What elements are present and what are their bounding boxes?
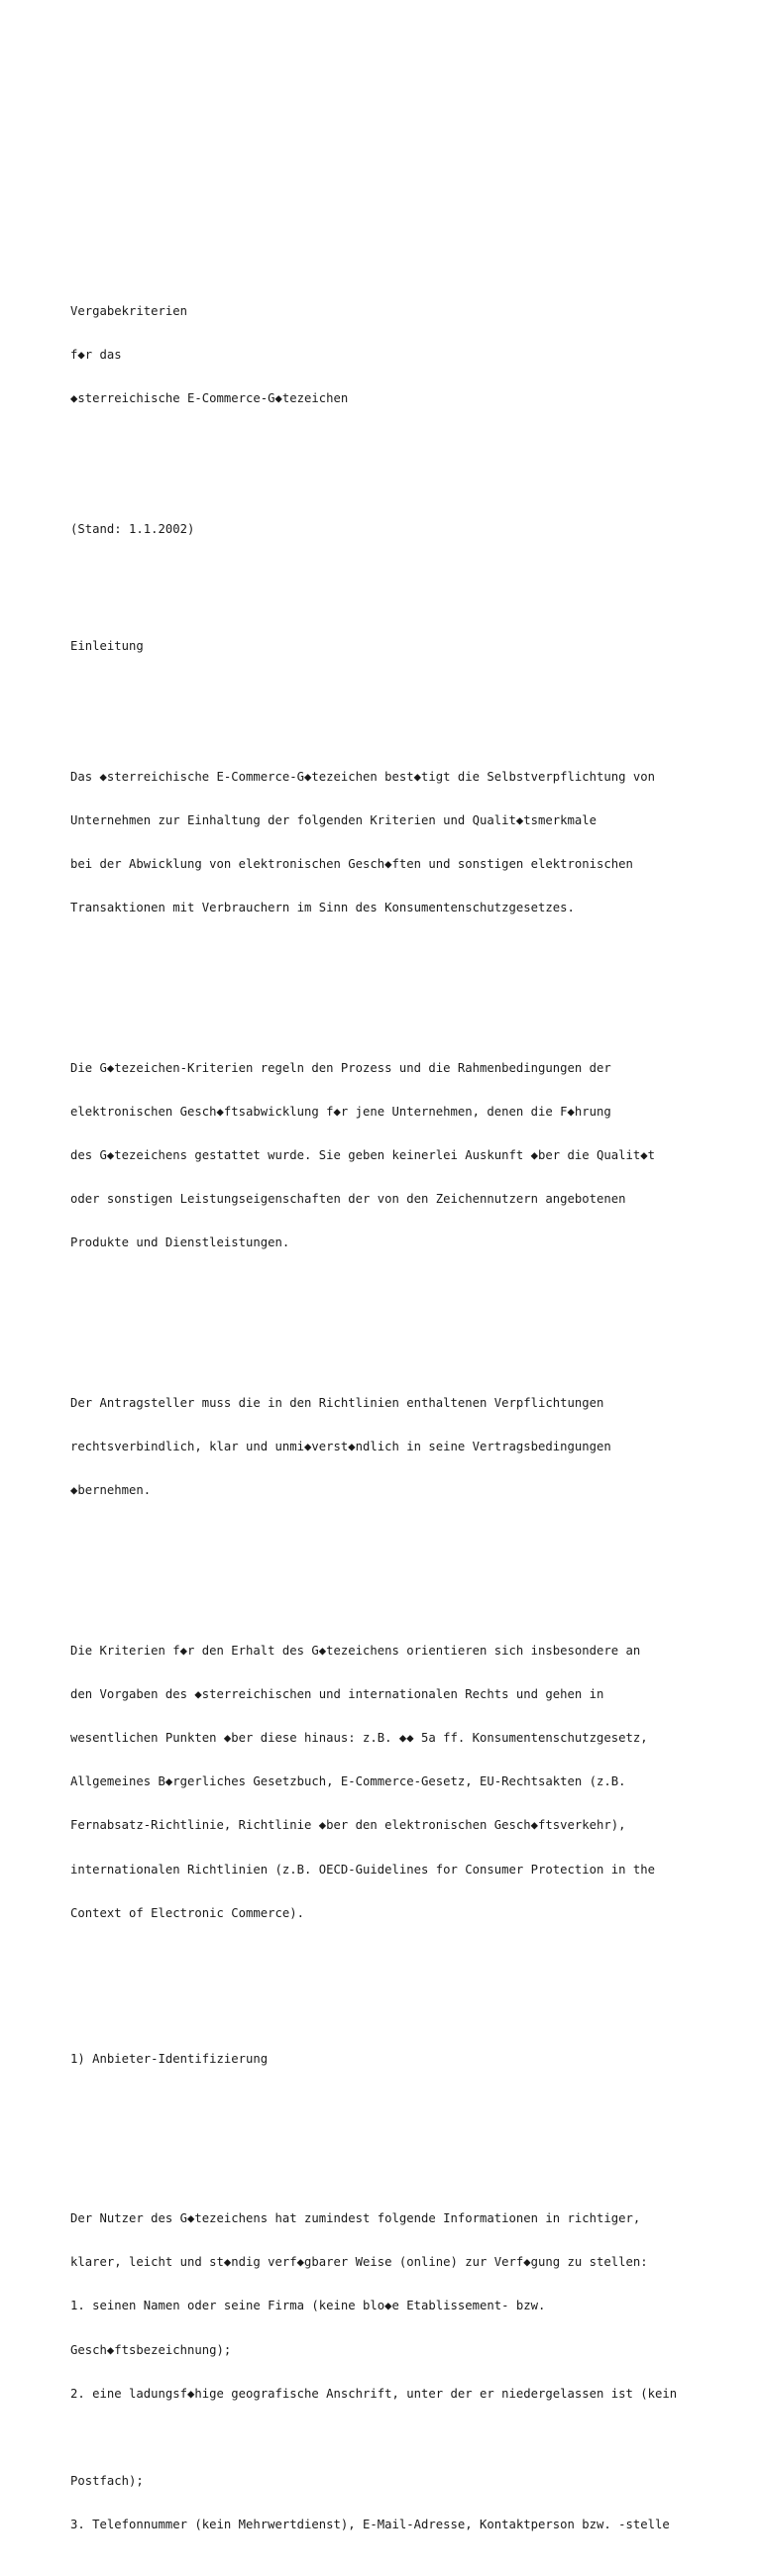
paragraph-line: Die G◆tezeichen-Kriterien regeln den Prozess und die Rahmenbedingungen der — [70, 1061, 611, 1076]
spacer — [70, 2430, 744, 2445]
section-heading: 1) Anbieter-Identifizierung — [70, 2051, 269, 2066]
spacer — [70, 566, 744, 609]
paragraph-line: Die Kriterien f◆r den Erhalt des G◆tezeichens orientieren sich insbesondere an — [70, 1644, 641, 1659]
section-line: 2. eine ladungsf◆hige geografische Anschrift, unter der er niedergelassen ist (kein — [70, 2386, 678, 2401]
paragraph-line: wesentlichen Punkten ◆ber diese hinaus: z.B. ◆◆ 5a ff. Konsumentenschutzgesetz, — [70, 1731, 648, 1746]
section-line: 3. Telefonnummer (kein Mehrwertdienst), E-Mail-Adresse, Kontaktperson bzw. -stelle — [70, 2517, 670, 2531]
section-line: 1. seinen Namen oder seine Firma (keine blo◆e Etablissement- bzw. — [70, 2299, 546, 2313]
paragraph — [70, 1032, 744, 1280]
spacer — [70, 683, 744, 698]
paragraph — [70, 1367, 744, 1528]
section-line: klarer, leicht und st◆ndig verf◆gbarer Weise (online) zur Verf◆gung zu stellen: — [70, 2255, 648, 2270]
title-line: Vergabekriterien — [70, 303, 188, 318]
document-title — [70, 274, 744, 435]
spacer — [70, 1309, 744, 1324]
stand-date: (Stand: 1.1.2002) — [70, 522, 195, 537]
section-line: Gesch◆ftsbezeichnung); — [70, 2342, 232, 2357]
paragraph-line: des G◆tezeichens gestattet wurde. Sie geben keinerlei Auskunft ◆ber die Qualit◆t — [70, 1148, 656, 1163]
paragraph-line: elektronischen Gesch◆ftsabwicklung f◆r jene Unternehmen, denen die F◆hrung — [70, 1105, 611, 1120]
paragraph-line: Allgemeines B◆rgerliches Gesetzbuch, E-Commerce-Gesetz, EU-Rechtsakten (z.B. — [70, 1774, 626, 1789]
paragraph-line: Context of Electronic Commerce). — [70, 1905, 305, 1920]
spacer — [70, 2095, 744, 2139]
section-line: Der Nutzer des G◆tezeichens hat zumindest folgende Informationen in richtiger, — [70, 2211, 641, 2226]
paragraph — [70, 741, 744, 945]
paragraph-line: ◆bernehmen. — [70, 1483, 152, 1498]
intro-heading: Einleitung — [70, 638, 144, 653]
paragraph — [70, 1615, 744, 1950]
spacer — [70, 1979, 744, 2007]
paragraph-line: den Vorgaben des ◆sterreichischen und internationalen Rechts und gehen in — [70, 1687, 604, 1702]
section-line: Postfach); — [70, 2473, 144, 2488]
paragraph-line: Unternehmen zur Einhaltung der folgenden Kriterien und Qualit◆tsmerkmale — [70, 813, 598, 828]
spacer — [70, 974, 744, 989]
paragraph-line: Der Antragsteller muss die in den Richtlinien enthaltenen Verpflichtungen — [70, 1396, 604, 1411]
spacer — [70, 465, 744, 493]
paragraph-line: Fernabsatz-Richtlinie, Richtlinie ◆ber den elektronischen Gesch◆ftsverkehr), — [70, 1818, 626, 1833]
section-body — [70, 2183, 744, 2561]
paragraph-line: internationalen Richtlinien (z.B. OECD-Guidelines for Consumer Protection in the — [70, 1862, 656, 1877]
spacer — [70, 1556, 744, 1571]
paragraph-line: rechtsverbindlich, klar und unmi◆verst◆ndlich in seine Vertragsbedingungen — [70, 1440, 611, 1454]
paragraph-line: Transaktionen mit Verbrauchern im Sinn des Konsumentenschutzgesetzes. — [70, 901, 575, 915]
paragraph-line: Das ◆sterreichische E-Commerce-G◆tezeichen best◆tigt die Selbstverpflichtung von — [70, 770, 656, 785]
title-line: f◆r das — [70, 347, 122, 362]
paragraph-line: bei der Abwicklung von elektronischen Gesch◆ften und sonstigen elektronischen — [70, 857, 633, 872]
paragraph-line: Produkte und Dienstleistungen. — [70, 1235, 290, 1250]
title-line: ◆sterreichische E-Commerce-G◆tezeichen — [70, 391, 349, 405]
document-page — [70, 246, 744, 2576]
paragraph-line: oder sonstigen Leistungseigenschaften der von den Zeichennutzern angebotenen — [70, 1192, 626, 1207]
